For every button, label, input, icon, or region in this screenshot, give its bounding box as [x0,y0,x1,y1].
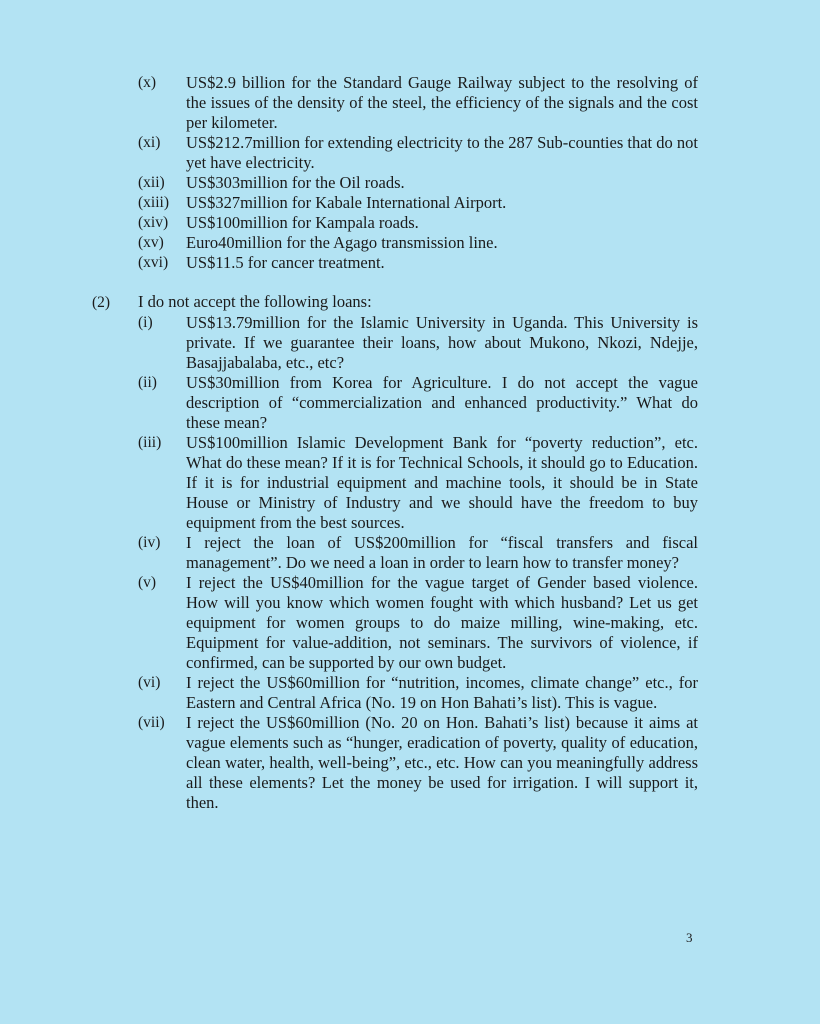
item-text: I reject the US$60million for “nutrition, incomes, climate change” etc., for Eastern and Central Africa (No. 19 on Hon Bahati’s list). This is vague. [186,673,698,712]
item-number: (i) [138,314,153,331]
item-number: (ii) [138,374,157,391]
item-text: I reject the loan of US$200million for “fiscal transfers and fiscal management”. Do we need a loan in order to learn how to transfer money? [186,533,698,572]
item-number: (v) [138,574,157,591]
list-item [138,713,698,813]
loan-list-continued [138,73,698,273]
item-text: US$212.7million for extending electricity to the 287 Sub-counties that do not yet have electricity. [186,133,698,172]
list-item [138,253,698,273]
section-number: (2) [92,294,111,311]
section-heading [92,292,372,313]
section-heading-text: I do not accept the following loans: [138,292,372,311]
item-number: (vi) [138,674,161,691]
item-text: I reject the US$40million for the vague target of Gender based violence. How will you know which women fought with which husband? Let us get equipment for women groups to do maize milling, wine-making, etc. Equipment for value-addition, not seminars. The survivors of violence, if confirmed, can be supported by our own budget. [186,573,698,672]
item-number: (vii) [138,714,165,731]
item-number: (xi) [138,134,161,151]
item-text: US$11.5 for cancer treatment. [186,253,385,272]
list-item [138,133,698,173]
list-item [138,373,698,433]
item-number: (iv) [138,534,161,551]
list-item [138,533,698,573]
list-item [138,673,698,713]
item-text: US$100million for Kampala roads. [186,213,419,232]
page-number: 3 [686,930,693,945]
rejected-loans-list [138,313,698,813]
item-text: US$303million for the Oil roads. [186,173,405,192]
item-text: US$327million for Kabale International Airport. [186,193,507,212]
list-item [138,313,698,373]
list-item [138,73,698,133]
item-text: Euro40million for the Agago transmission line. [186,233,498,252]
list-item [138,573,698,673]
item-text: US$100million Islamic Development Bank for “poverty reduction”, etc. What do these mean? If it is for Technical Schools, it should go to Education. If it is for industrial equipment and machine tools, it should be in State House or Ministry of Industry and we should have the freedom to buy equipment from the best sources. [186,433,698,532]
item-number: (iii) [138,434,162,451]
item-number: (x) [138,74,157,91]
list-item [138,433,698,533]
list-item [138,173,698,193]
item-number: (xii) [138,174,165,191]
item-number: (xiv) [138,214,169,231]
list-item [138,233,698,253]
list-item [138,193,698,213]
item-number: (xv) [138,234,164,251]
list-item [138,213,698,233]
item-number: (xiii) [138,194,169,211]
item-text: I reject the US$60million (No. 20 on Hon. Bahati’s list) because it aims at vague elements such as “hunger, eradication of poverty, quality of education, clean water, health, well-being”, etc., etc. How can you meaningfully address all these elements? Let the money be used for irrigation. I will support it, then. [186,713,698,812]
item-text: US$2.9 billion for the Standard Gauge Railway subject to the resolving of the issues of the density of the steel, the efficiency of the signals and the cost per kilometer. [186,73,698,132]
item-text: US$13.79million for the Islamic University in Uganda. This University is private. If we guarantee their loans, how about Mukono, Nkozi, Ndejje, Basajjabalaba, etc., etc? [186,313,698,372]
item-text: US$30million from Korea for Agriculture. I do not accept the vague description of “commercialization and enhanced productivity.” What do these mean? [186,373,698,432]
item-number: (xvi) [138,254,169,271]
